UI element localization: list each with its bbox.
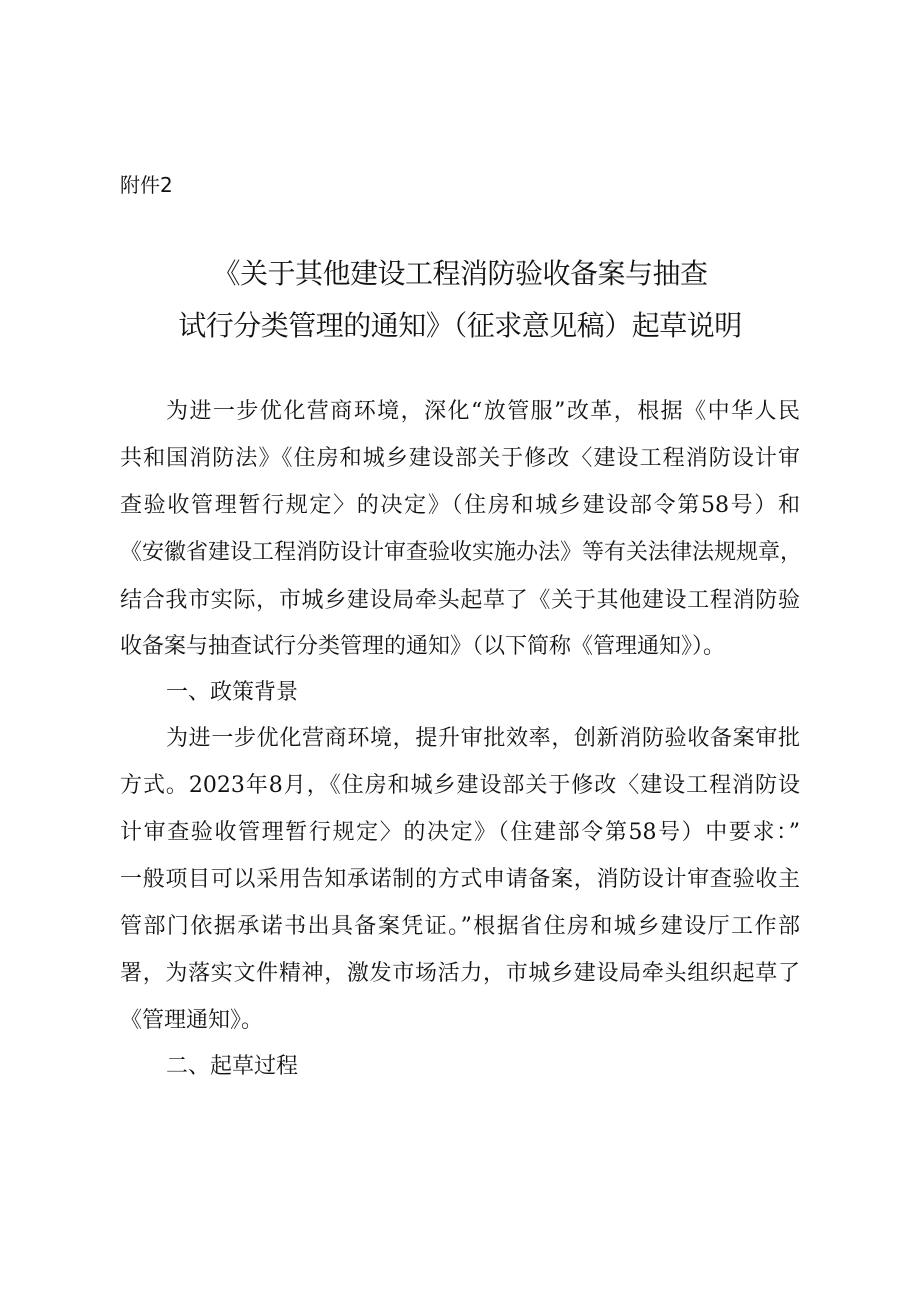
- paragraph-line: 收备案与抽查试行分类管理的通知》（以下简称《管理通知》）。: [120, 634, 726, 659]
- paragraph-line: 共和国消防法》《住房和城乡建设部关于修改〈建设工程消防设计审: [120, 446, 800, 471]
- paragraph-line: 为进一步优化营商环境，深化“放管服”改革，根据《中华人民: [166, 399, 800, 424]
- paragraph-line: 管部门依据承诺书出具备案凭证。”根据省住房和城乡建设厅工作部: [120, 914, 800, 939]
- attachment-label: 附件2: [120, 173, 173, 197]
- paragraph-line: 《安徽省建设工程消防设计审查验收实施办法》等有关法律法规规章，: [120, 540, 803, 565]
- paragraph-line: 方式。2023年8月，《住房和城乡建设部关于修改〈建设工程消防设: [120, 773, 800, 798]
- document-title-line-1: 《关于其他建设工程消防验收备案与抽查: [212, 257, 708, 290]
- paragraph-line: 计审查验收管理暂行规定〉的决定》（住建部令第58号）中要求：”: [120, 820, 800, 845]
- paragraph-line: 《管理通知》。: [120, 1008, 264, 1033]
- section-heading-drafting-process: 二、起草过程: [166, 1054, 299, 1079]
- paragraph-line: 为进一步优化营商环境，提升审批效率，创新消防验收备案审批: [166, 726, 800, 751]
- paragraph-line: 查验收管理暂行规定〉的决定》（住房和城乡建设部令第58号）和: [120, 493, 800, 518]
- document-title-line-2: 试行分类管理的通知》（征求意见稿）起草说明: [178, 309, 742, 342]
- section-heading-policy-background: 一、政策背景: [166, 680, 299, 705]
- paragraph-line: 一般项目可以采用告知承诺制的方式申请备案，消防设计审查验收主: [120, 867, 800, 892]
- paragraph-line: 署，为落实文件精神，激发市场活力，市城乡建设局牵头组织起草了: [120, 961, 800, 986]
- paragraph-line: 结合我市实际，市城乡建设局牵头起草了《关于其他建设工程消防验: [120, 588, 800, 613]
